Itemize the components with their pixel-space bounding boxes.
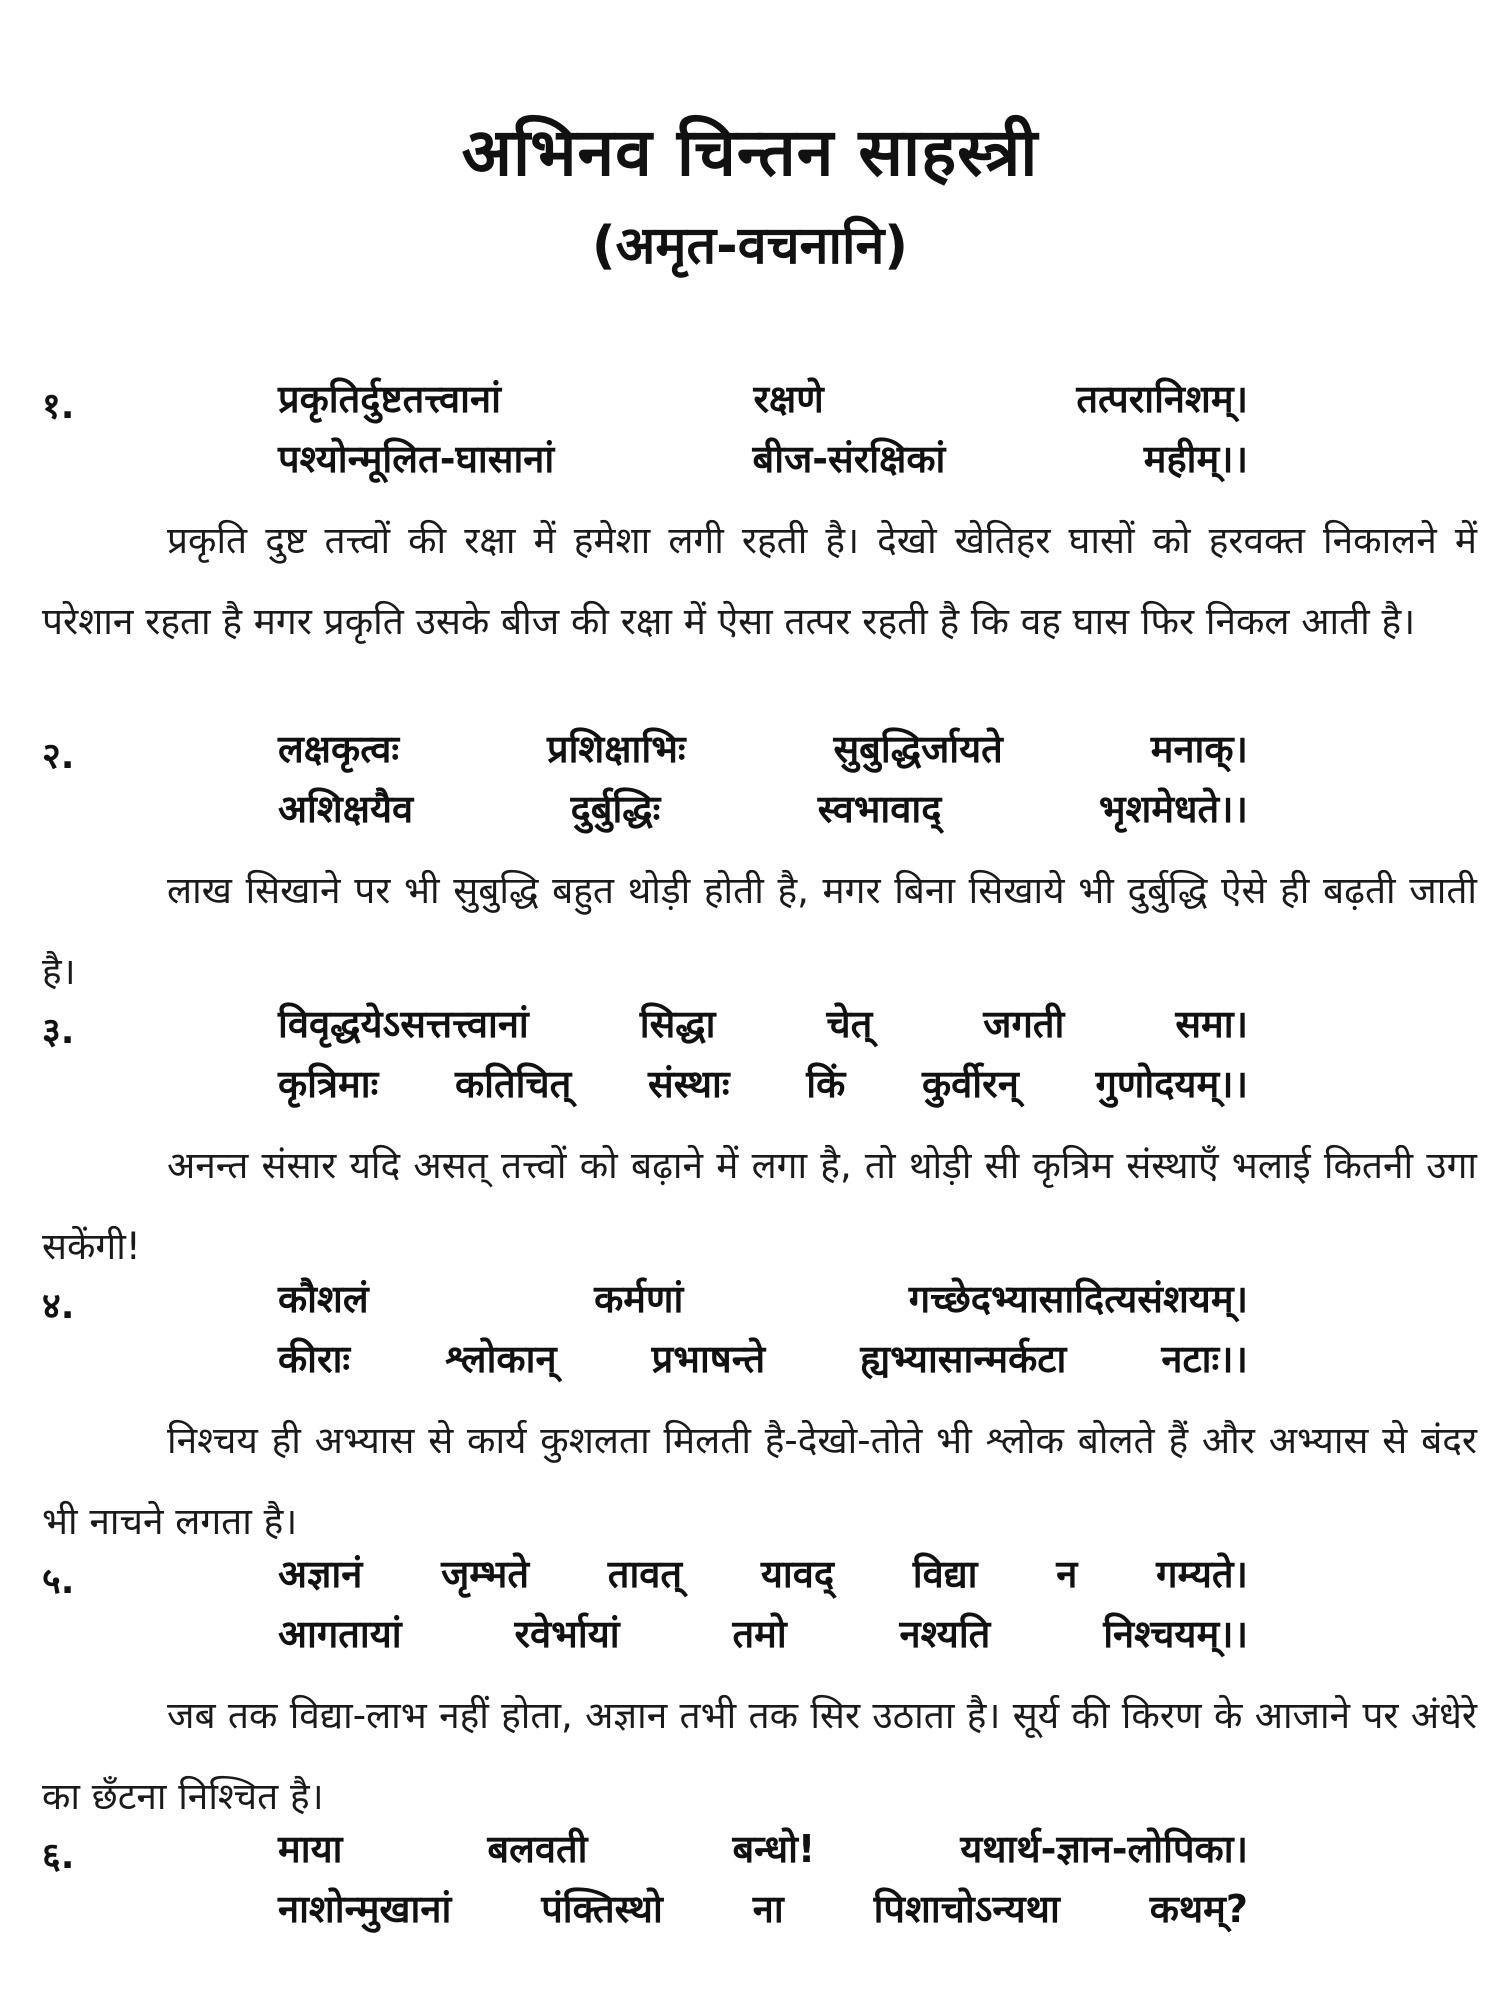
verse-word: बलवती — [487, 1827, 588, 1871]
translation-paragraph: लाख सिखाने पर भी सुबुद्धि बहुत थोड़ी होती है, मगर बिना सिखाये भी दुर्बुद्धि ऐसे ही बढ़ती जाती है। — [42, 869, 1477, 993]
page-title: अभिनव चिन्तन साहस्त्री — [461, 114, 1039, 191]
verse-word: सिद्धा — [639, 1002, 716, 1046]
verse-word: पंक्तिस्थो — [541, 1887, 663, 1931]
entry-number: २. — [42, 736, 75, 777]
translation-paragraph: अनन्त संसार यदि असत् तत्त्वों को बढ़ाने में लगा है, तो थोड़ी सी कृत्रिम संस्थाएँ भलाई कितनी उगा सकेंगी! — [42, 1144, 1477, 1268]
entry-number: ६. — [42, 1836, 75, 1877]
verse-line — [278, 1272, 1248, 1324]
translation-paragraph: निश्चय ही अभ्यास से कार्य कुशलता मिलती है-देखो-तोते भी श्लोक बोलते हैं और अभ्यास से बंदर भी नाचने लगता है। — [42, 1419, 1477, 1543]
verse-line — [278, 722, 1248, 774]
verse-word: विद्या — [912, 1552, 978, 1596]
verse-word: रक्षणे — [753, 377, 824, 421]
verse-word: निश्चयम्।। — [1103, 1612, 1248, 1656]
verse-word: स्वभावाद् — [817, 787, 942, 831]
verse-word: कथम्? — [1149, 1887, 1248, 1931]
verse-line — [278, 782, 1248, 834]
translation-paragraph: जब तक विद्या-लाभ नहीं होता, अज्ञान तभी तक सिर उठाता है। सूर्य की किरण के आजाने पर अंधेरे का छँटना निश्चित है। — [42, 1694, 1477, 1818]
verse-word: पश्योन्मूलित-घासानां — [278, 437, 555, 481]
entry-number: ३. — [42, 1011, 75, 1052]
verse-line — [278, 1607, 1248, 1659]
verse-line — [278, 1332, 1248, 1384]
verse-word: न — [1056, 1552, 1078, 1596]
verse-word: यथार्थ-ज्ञान-लोपिका। — [960, 1827, 1248, 1871]
verse-word: भृशमेधते।। — [1098, 787, 1248, 831]
verse-word: प्रकृतिर्दुष्टतत्त्वानां — [278, 377, 501, 421]
verse-word: महीम्।। — [1143, 437, 1248, 481]
verse-word: रवेर्भायां — [514, 1612, 620, 1656]
verse-word: कीराः — [278, 1337, 351, 1381]
verse-word: अज्ञानं — [278, 1552, 363, 1596]
verse-line — [278, 1057, 1248, 1109]
verse-word: गुणोदयम्।। — [1095, 1062, 1248, 1106]
verse-line — [278, 432, 1248, 484]
verse-word: बीज-संरक्षिकां — [752, 437, 946, 481]
verse-word: सुबुद्धिर्जायते — [833, 727, 1003, 771]
verse-word: नश्यति — [899, 1612, 991, 1656]
verse-word: विवृद्धयेऽसत्तत्त्वानां — [278, 1002, 529, 1046]
verse-word: कर्मणां — [594, 1277, 684, 1321]
verse-word: तमो — [732, 1612, 787, 1656]
verse-line — [278, 1547, 1248, 1599]
verse-word: किं — [806, 1062, 846, 1106]
verse-word: गम्यते। — [1156, 1552, 1248, 1596]
verse-line — [278, 997, 1248, 1049]
verse-word: नटाः।। — [1161, 1337, 1248, 1381]
verse-word: जगती — [983, 1002, 1065, 1046]
verse-word: तत्परानिशम्। — [1076, 377, 1248, 421]
verse-word: संस्थाः — [648, 1062, 730, 1106]
verse-word: माया — [278, 1827, 343, 1871]
verse-word: आगतायां — [278, 1612, 402, 1656]
verse-word: ह्यभ्यासान्मर्कटा — [860, 1337, 1067, 1381]
verse-word: समा। — [1175, 1002, 1248, 1046]
verse-word: चेत् — [826, 1002, 873, 1046]
verse-line — [278, 1882, 1248, 1934]
verse-word: जृम्भते — [441, 1552, 530, 1596]
verse-line — [278, 372, 1248, 424]
verse-word: प्रशिक्षाभिः — [546, 727, 686, 771]
verse-word: मनाक्। — [1150, 727, 1248, 771]
verse-word: तावत् — [607, 1552, 683, 1596]
verse-word: अशिक्षयैव — [278, 787, 414, 831]
verse-word: श्लोकान् — [445, 1337, 557, 1381]
verse-word: प्रभाषन्ते — [651, 1337, 766, 1381]
verse-word: गच्छेदभ्यासादित्यसंशयम्। — [908, 1277, 1248, 1321]
verse-word: कौशलं — [278, 1277, 369, 1321]
verse-word: दुर्बुद्धिः — [570, 787, 661, 831]
verse-word: पिशाचोऽन्यथा — [873, 1887, 1060, 1931]
page-subtitle: (अमृत-वचनानि) — [591, 216, 909, 276]
translation-paragraph: प्रकृति दुष्ट तत्त्वों की रक्षा में हमेशा लगी रहती है। देखो खेतिहर घासों को हरवक्त निकालने में परेशान रहता है मगर प्रकृति उसके बीज की रक्षा में ऐसा तत्पर रहती है कि वह घास फिर निकल आती है। — [42, 519, 1477, 643]
verse-word: यावद् — [760, 1552, 835, 1596]
entry-number: ५. — [42, 1561, 75, 1602]
verse-word: बन्धो! — [732, 1827, 816, 1871]
verse-word: नाशोन्मुखानां — [278, 1887, 452, 1931]
verse-line — [278, 1822, 1248, 1874]
verse-word: कुर्वीरन् — [922, 1062, 1019, 1106]
entry-number: १. — [42, 386, 75, 427]
verse-word: कृत्रिमाः — [278, 1062, 379, 1106]
verse-word: कतिचित् — [454, 1062, 572, 1106]
entry-number: ४. — [42, 1286, 75, 1327]
verse-word: ना — [752, 1887, 784, 1931]
verse-word: लक्षकृत्वः — [278, 727, 400, 771]
